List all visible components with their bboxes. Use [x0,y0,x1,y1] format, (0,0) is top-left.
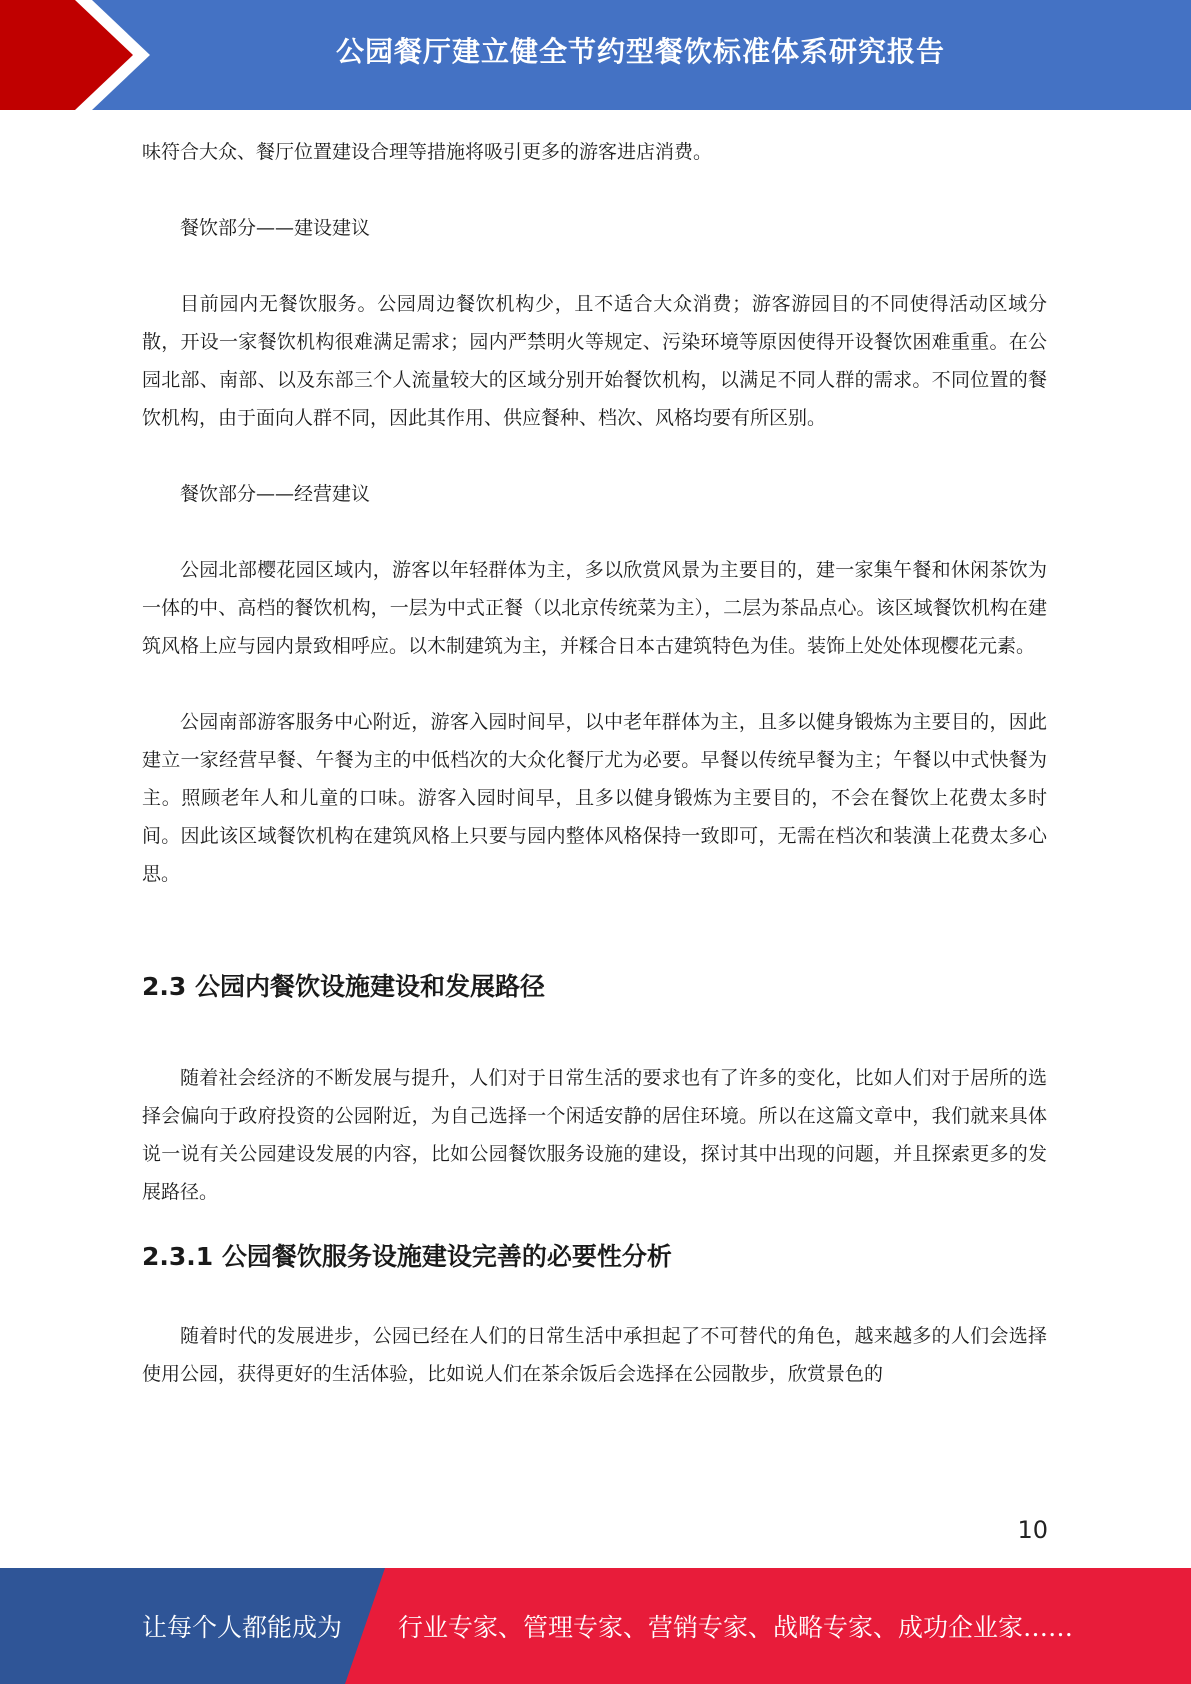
section-heading-2-3-1: 2.3.1 公园餐饮服务设施建设完善的必要性分析 [142,1242,672,1271]
paragraph-3: 公园北部樱花园区域内，游客以年轻群体为主，多以欣赏风景为主要目的，建一家集午餐和休闲茶饮为一体的中、高档的餐饮机构，一层为中式正餐（以北京传统菜为主），二层为茶品点心。该区域餐饮机构在建筑风格上应与园内景致相呼应。以木制建筑为主，并糅合日本古建筑特色为佳。装饰上处处体现樱花元素。 [142,559,1047,657]
page-number: 10 [1017,1516,1048,1544]
document-body [142,133,1047,1393]
paragraph-1: 味符合大众、餐厅位置建设合理等措施将吸引更多的游客进店消费。 [142,141,713,163]
subheading-operation: 餐饮部分——经营建议 [180,483,371,505]
page-footer [0,1568,1191,1684]
page-header [0,0,1191,110]
section-heading-2-3: 2.3 公园内餐饮设施建设和发展路径 [142,972,545,1001]
paragraph-4: 公园南部游客服务中心附近，游客入园时间早，以中老年群体为主，且多以健身锻炼为主要目的，因此建立一家经营早餐、午餐为主的中低档次的大众化餐厅尤为必要。早餐以传统早餐为主；午餐以中式快餐为主。照顾老年人和儿童的口味。游客入园时间早，且多以健身锻炼为主要目的，不会在餐饮上花费太多时间。因此该区域餐饮机构在建筑风格上只要与园内整体风格保持一致即可，无需在档次和装潢上花费太多心思。 [142,711,1047,885]
header-title: 公园餐厅建立健全节约型餐饮标准体系研究报告 [335,35,945,68]
paragraph-2: 目前园内无餐饮服务。公园周边餐饮机构少，且不适合大众消费；游客游园目的不同使得活动区域分散，开设一家餐饮机构很难满足需求；园内严禁明火等规定、污染环境等原因使得开设餐饮困难重重。在公园北部、南部、以及东部三个人流量较大的区域分别开始餐饮机构，以满足不同人群的需求。不同位置的餐饮机构，由于面向人群不同，因此其作用、供应餐种、档次、风格均要有所区别。 [142,293,1047,429]
paragraph-5: 随着社会经济的不断发展与提升，人们对于日常生活的要求也有了许多的变化，比如人们对于居所的选择会偏向于政府投资的公园附近，为自己选择一个闲适安静的居住环境。所以在这篇文章中，我们就来具体说一说有关公园建设发展的内容，比如公园餐饮服务设施的建设，探讨其中出现的问题，并且探索更多的发展路径。 [142,1067,1047,1203]
paragraph-6: 随着时代的发展进步，公园已经在人们的日常生活中承担起了不可替代的角色，越来越多的人们会选择使用公园，获得更好的生活体验，比如说人们在茶余饭后会选择在公园散步，欣赏景色的 [142,1325,1047,1385]
subheading-construction: 餐饮部分——建设建议 [180,217,371,239]
footer-slogan-right: 行业专家、管理专家、营销专家、战略专家、成功企业家…… [398,1613,1074,1642]
footer-slogan-left: 让每个人都能成为 [142,1613,343,1642]
